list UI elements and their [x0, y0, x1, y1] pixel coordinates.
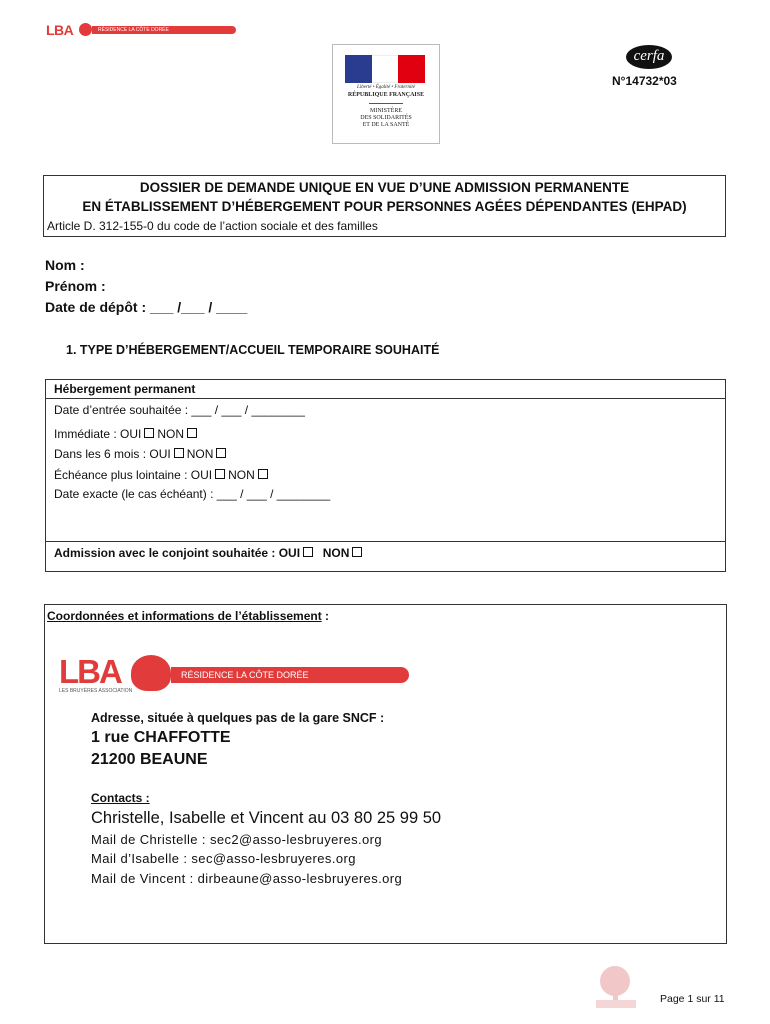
conjoint-option: Admission avec le conjoint souhaitée : OUI NON — [54, 546, 365, 560]
mail-christelle: Mail de Christelle : sec2@asso-lesbruyeres.org — [91, 832, 382, 847]
contact-phone: Christelle, Isabelle et Vincent au 03 80 25 99 50 — [91, 809, 442, 827]
coordonnees-box — [44, 604, 727, 944]
option-six-mois: Dans les 6 mois : OUI NON — [54, 447, 229, 461]
address-street: 1 rue CHAFFOTTE — [91, 729, 231, 746]
lba-residence-logo — [59, 655, 409, 697]
republique-francaise-logo — [332, 44, 440, 144]
option-echeance: Échéance plus lointaine : OUI NON — [54, 468, 271, 482]
checkbox[interactable] — [216, 448, 226, 458]
logo-banner — [171, 667, 409, 683]
header-lba-logo — [46, 22, 196, 38]
address-label: Adresse, située à quelques pas de la gare SNCF : — [91, 711, 385, 725]
checkbox[interactable] — [174, 448, 184, 458]
contacts-label: Contacts : — [91, 791, 150, 805]
document-title-line1: DOSSIER DE DEMANDE UNIQUE EN VUE D’UNE ADMISSION PERMANENTE — [139, 180, 630, 195]
document-title-box — [43, 175, 726, 237]
document-title-line2: EN ÉTABLISSEMENT D’HÉBERGEMENT POUR PERSONNES AGÉES DÉPENDANTES (EHPAD) — [82, 199, 687, 214]
tree-icon — [131, 655, 171, 691]
cerfa-logo: cerfa — [626, 45, 672, 69]
mail-isabelle: Mail d’Isabelle : sec@asso-lesbruyeres.org — [91, 851, 356, 866]
date-exacte-field: Date exacte (le cas échéant) : ___ / ___ / ________ — [54, 487, 331, 501]
association-name: LES BRUYÈRES ASSOCIATION — [59, 688, 133, 694]
checkbox[interactable] — [144, 428, 154, 438]
tree-icon — [79, 23, 92, 36]
section-heading: 1. TYPE D’HÉBERGEMENT/ACCUEIL TEMPORAIRE SOUHAITÉ — [66, 343, 440, 357]
mail-vincent: Mail de Vincent : dirbeaune@asso-lesbruyeres.org — [91, 871, 403, 886]
hebergement-box — [45, 379, 726, 572]
legal-article: Article D. 312-155-0 du code de l’action sociale et des familles — [47, 219, 378, 233]
date-depot-field: Date de dépôt : ___ /___ / ____ — [45, 299, 248, 315]
watermark-tree-icon — [596, 966, 636, 1010]
address-city: 21200 BEAUNE — [91, 751, 208, 768]
checkbox[interactable] — [303, 547, 313, 557]
nom-field-label: Nom : — [45, 257, 85, 273]
checkbox[interactable] — [215, 469, 225, 479]
cerfa-number: N°14732*03 — [612, 74, 677, 88]
french-flag-icon — [345, 55, 425, 83]
logo-banner — [92, 26, 236, 34]
coordonnees-title: Coordonnées et informations de l’établissement : — [47, 609, 330, 623]
checkbox[interactable] — [187, 428, 197, 438]
option-immediate: Immédiate : OUI NON — [54, 427, 200, 441]
checkbox[interactable] — [352, 547, 362, 557]
ministry-name: MINISTÈRE DES SOLIDARITÉS ET DE LA SANTÉ — [360, 108, 412, 128]
logo-tagline: RÉSIDENCE LA CÔTE DORÉE — [98, 27, 169, 33]
page-number: Page 1 sur 11 — [660, 993, 725, 1005]
hebergement-header: Hébergement permanent — [54, 382, 196, 396]
residence-name: RÉSIDENCE LA CÔTE DORÉE — [181, 670, 309, 680]
checkbox[interactable] — [258, 469, 268, 479]
republic-name: RÉPUBLIQUE FRANÇAISE — [347, 92, 425, 98]
republic-motto: Liberté • Égalité • Fraternité — [357, 85, 415, 90]
prenom-field-label: Prénom : — [45, 278, 106, 294]
lba-logo-text: LBA — [59, 653, 121, 690]
date-entree-field: Date d’entrée souhaitée : ___ / ___ / ________ — [54, 403, 305, 417]
lba-logo-text: LBA — [46, 22, 74, 38]
